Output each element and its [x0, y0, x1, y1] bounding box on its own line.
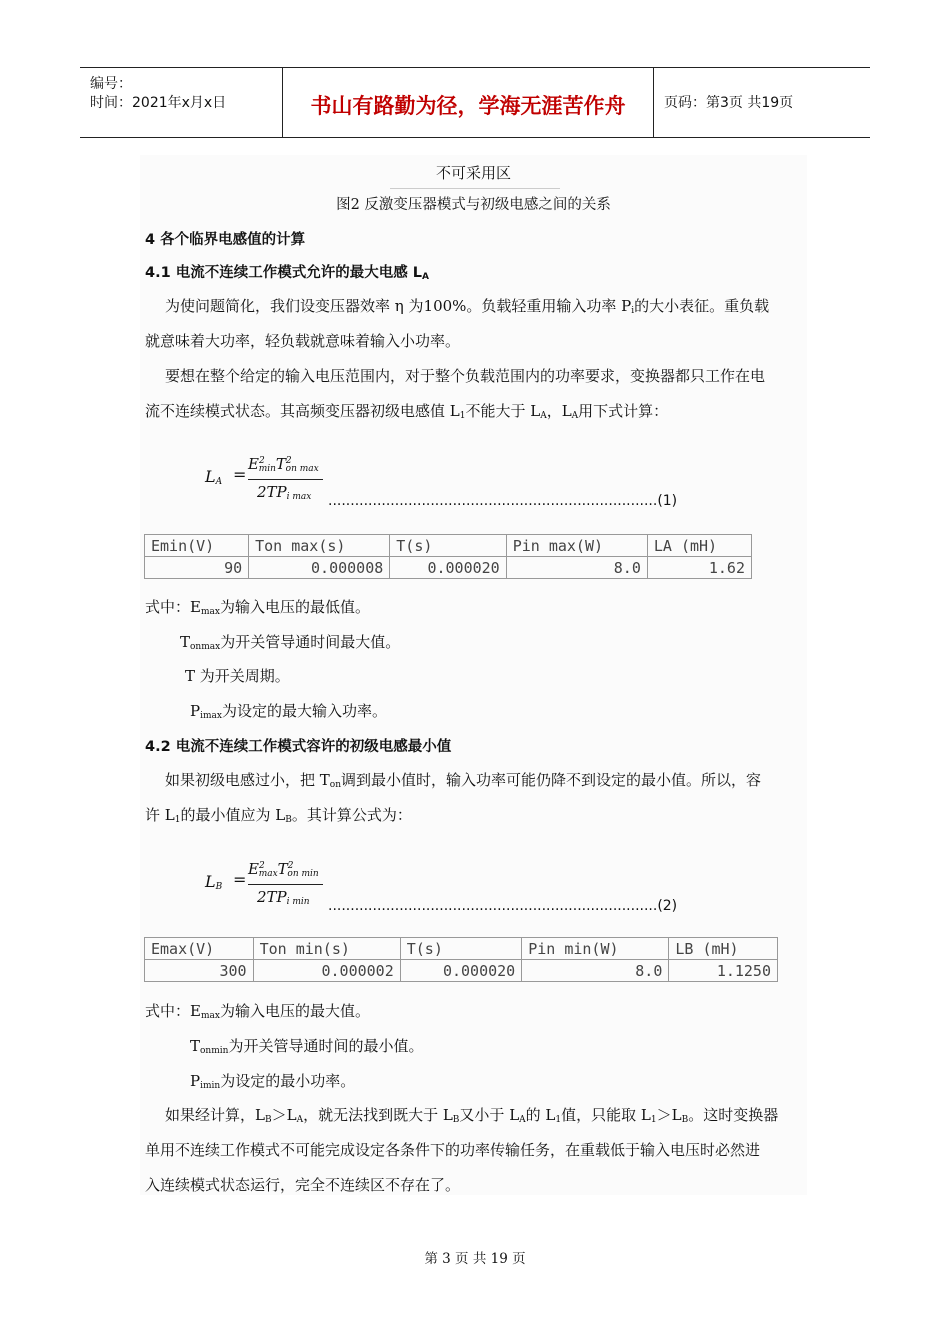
table-cell: 0.000020 [400, 960, 521, 982]
document-number-label: 编号： [90, 76, 132, 92]
definition-tonmax: $T_{onmax}$为开关管导通时间最大值。 [180, 633, 401, 652]
header-page-number: 页码：第3页 共19页 [664, 95, 794, 111]
table-cell: 1.62 [647, 557, 751, 579]
header-motto-cell [283, 68, 654, 137]
figure-region-label: 不可采用区 [435, 164, 511, 182]
table-cell: 0.000008 [249, 557, 390, 579]
definition-emin: 式中：$E_{max}$为输入电压的最低值。 [145, 598, 370, 617]
formula-1-leader: ..........................................................................(1) [328, 493, 678, 509]
document-body [140, 155, 807, 1195]
section-4-1-heading: 4.1 电流不连续工作模式允许的最大电感 $L_A$ [145, 265, 429, 282]
figure-caption: 图2 反激变压器模式与初级电感之间的关系 [336, 197, 611, 213]
table-header-cell: T(s) [400, 938, 521, 960]
table-cell: 90 [145, 557, 249, 579]
table-cell: 8.0 [522, 960, 669, 982]
table-row [145, 557, 752, 579]
table-row [145, 535, 752, 557]
table-row [145, 938, 778, 960]
definition-emax: 式中：$E_{max}$为输入电压的最大值。 [145, 1002, 370, 1021]
table-header-cell: T(s) [390, 535, 506, 557]
header-page-cell [654, 68, 870, 137]
formula-2-equals: = [233, 870, 247, 889]
page-header [80, 67, 870, 138]
formula-1-fraction-bar [248, 479, 323, 480]
header-motto: 书山有路勤为径，学海无涯苦作舟 [310, 94, 626, 118]
formula-1-numerator: $E^2_{min}T^2_{on max}$ [248, 455, 319, 474]
formula-2-denominator: $2TP_{i min}$ [257, 888, 310, 907]
table-header-cell: LB (mH) [669, 938, 778, 960]
paragraph-1-line-1: 为使问题简化，我们设变压器效率 η 为100%。负载轻重用输入功率 $P_i$的大小表征。重负载 [165, 297, 770, 316]
formula-2-numerator: $E^2_{max}T^2_{on min}$ [248, 860, 319, 879]
page-footer: 第 3 页 共 19 页 [424, 1251, 526, 1267]
header-meta-cell [80, 68, 283, 137]
table-header-cell: LA (mH) [647, 535, 751, 557]
table-cell: 1.1250 [669, 960, 778, 982]
table-header-cell: Ton min(s) [253, 938, 400, 960]
table-cell: 0.000020 [390, 557, 506, 579]
paragraph-2-line-1: 要想在整个给定的输入电压范围内，对于整个负载范围内的功率要求，变换器都只工作在电 [165, 367, 766, 385]
table-header-cell: Emin(V) [145, 535, 249, 557]
paragraph-1-line-2: 就意味着大功率，轻负载就意味着输入小功率。 [145, 332, 461, 350]
formula-2-lhs: $L_B$ [205, 872, 223, 892]
paragraph-3-line-1: 如果初级电感过小，把 $T_{on}$调到最小值时，输入功率可能仍降不到设定的最小值。所以，容 [165, 771, 762, 790]
paragraph-4-line-3: 入连续模式状态运行，完全不连续区不存在了。 [145, 1176, 461, 1194]
figure-divider [390, 188, 560, 189]
table-cell: 0.000002 [253, 960, 400, 982]
table-row [145, 960, 778, 982]
formula-2-fraction-bar [248, 884, 323, 885]
definition-t: T 为开关周期。 [185, 667, 290, 685]
table-cell: 300 [145, 960, 254, 982]
document-date-label: 时间：2021年x月x日 [90, 95, 227, 111]
section-4-heading: 4 各个临界电感值的计算 [145, 232, 306, 248]
formula-1-equals: = [233, 465, 247, 484]
definition-tonmin: $T_{onmin}$为开关管导通时间的最小值。 [190, 1037, 424, 1056]
table-2 [144, 937, 778, 982]
formula-2 [205, 858, 325, 918]
section-4-2-heading: 4.2 电流不连续工作模式容许的初级电感最小值 [145, 739, 452, 755]
definition-pimax: $P_{imax}$为设定的最大输入功率。 [190, 702, 387, 721]
paragraph-3-line-2: 许 $L_1$的最小值应为 $L_B$。其计算公式为： [145, 806, 412, 825]
paragraph-4-line-1: 如果经计算，$L_B>L_A$，就无法找到既大于 $L_B$又小于 $L_A$的 $L_1$值，只能取 $L_1>L_B$。这时变换器 [165, 1106, 779, 1125]
formula-2-leader: ..........................................................................(2) [328, 898, 678, 914]
table-header-cell: Pin min(W) [522, 938, 669, 960]
formula-1-denominator: $2TP_{i max}$ [257, 483, 312, 502]
table-header-cell: Ton max(s) [249, 535, 390, 557]
table-header-cell: Pin max(W) [506, 535, 647, 557]
table-header-cell: Emax(V) [145, 938, 254, 960]
formula-1 [205, 453, 325, 513]
table-1 [144, 534, 752, 579]
definition-pimin: $P_{imin}$为设定的最小功率。 [190, 1072, 356, 1091]
table-cell: 8.0 [506, 557, 647, 579]
paragraph-4-line-2: 单用不连续工作模式不可能完成设定各条件下的功率传输任务，在重载低于输入电压时必然进 [145, 1141, 761, 1159]
paragraph-2-line-2: 流不连续模式状态。其高频变压器初级电感值 $L_1$不能大于 $L_A$，$L_A$用下式计算： [145, 402, 669, 421]
formula-1-lhs: $L_A$ [205, 467, 223, 487]
